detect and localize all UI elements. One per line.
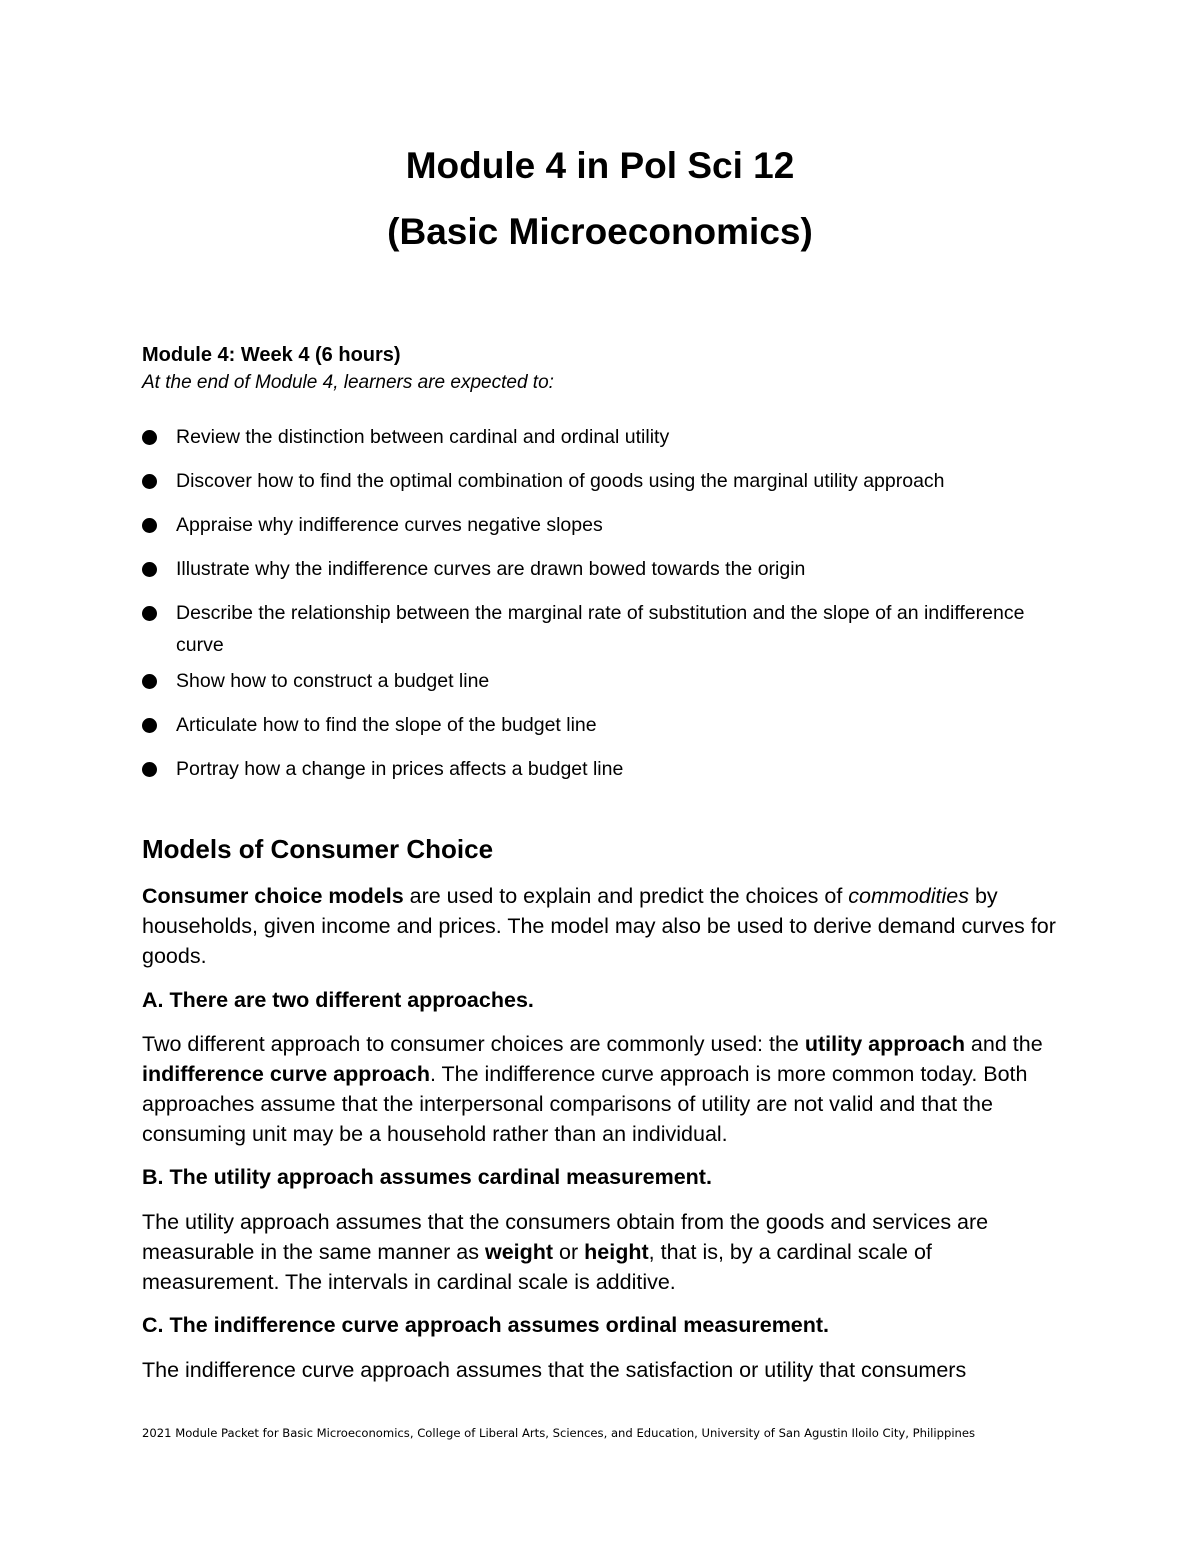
- bold-term: weight: [484, 1240, 554, 1264]
- paragraph-text: The indifference curve approach assumes that the satisfaction or utility that consumers: [142, 1358, 967, 1382]
- bold-term: Consumer choice models: [142, 884, 404, 908]
- learning-objectives-list: [142, 421, 1042, 797]
- paragraph-text: by households, given income and prices. The model may also be used to derive demand curves for goods.: [142, 884, 1056, 968]
- bullet-icon: [142, 718, 157, 733]
- bullet-icon: [142, 606, 157, 621]
- bullet-icon: [142, 518, 157, 533]
- objective-text: Portray how a change in prices affects a budget line: [176, 758, 624, 780]
- approaches-paragraph: [142, 1029, 1062, 1149]
- bullet-icon: [142, 562, 157, 577]
- objective-item: [142, 753, 1042, 785]
- objective-item: [142, 597, 1026, 661]
- page-footer: 2021 Module Packet for Basic Microeconomics, College of Liberal Arts, Sciences, and Education, University of San Agustin Iloilo City, Philippines: [142, 1426, 976, 1440]
- paragraph-text: Two different approach to consumer choices are commonly used: the: [142, 1032, 805, 1056]
- objective-item: [142, 665, 1042, 697]
- bullet-icon: [142, 762, 157, 777]
- subheading-c: C. The indifference curve approach assumes ordinal measurement.: [142, 1313, 830, 1337]
- objective-item: [142, 509, 1042, 541]
- paragraph-text: . The indifference curve approach is more common today. Both approaches assume that the interpersonal comparisons of utility are not valid and that the consuming unit may be a household rather than an individual.: [142, 1062, 1028, 1146]
- paragraph-text: and the: [964, 1032, 1043, 1056]
- objective-text: Discover how to find the optimal combination of goods using the marginal utility approach: [176, 470, 945, 492]
- paragraph-text: are used to explain and predict the choices of: [403, 884, 849, 908]
- learning-objectives-intro: At the end of Module 4, learners are expected to:: [142, 372, 554, 393]
- italic-term: commodities: [848, 884, 969, 908]
- objective-text: Illustrate why the indifference curves are drawn bowed towards the origin: [176, 558, 806, 580]
- page-title: Module 4 in Pol Sci 12: [405, 145, 795, 186]
- objective-text: Show how to construct a budget line: [176, 670, 490, 692]
- objective-text: Appraise why indifference curves negative slopes: [176, 514, 603, 536]
- objective-text: Review the distinction between cardinal and ordinal utility: [176, 426, 670, 448]
- bold-term: indifference curve approach: [142, 1062, 430, 1086]
- bullet-icon: [142, 674, 157, 689]
- objective-text: Articulate how to find the slope of the budget line: [176, 714, 597, 736]
- subheading-a: A. There are two different approaches.: [142, 988, 534, 1012]
- objective-text: Describe the relationship between the marginal rate of substitution and the slope of an indifference curve: [176, 602, 1025, 656]
- bullet-icon: [142, 474, 157, 489]
- paragraph-text: The utility approach assumes that the consumers obtain from the goods and services are measurable in the same manner as: [142, 1210, 989, 1264]
- objective-item: [142, 465, 1042, 497]
- objective-item: [142, 709, 1042, 741]
- paragraph-text: or: [553, 1240, 585, 1264]
- module-week-heading: Module 4: Week 4 (6 hours): [142, 344, 401, 366]
- bold-term: height: [584, 1240, 649, 1264]
- page-subtitle: (Basic Microeconomics): [387, 211, 813, 252]
- consumer-choice-paragraph: [142, 881, 1062, 971]
- objective-item: [142, 553, 1042, 585]
- paragraph-text: , that is, by a cardinal scale of measurement. The intervals in cardinal scale is additive.: [142, 1240, 932, 1294]
- objective-item: [142, 421, 1042, 453]
- section-heading: Models of Consumer Choice: [142, 834, 494, 864]
- utility-approach-paragraph: [142, 1207, 1062, 1297]
- indifference-approach-paragraph: [142, 1355, 1062, 1385]
- subheading-b: B. The utility approach assumes cardinal measurement.: [142, 1165, 712, 1189]
- bullet-icon: [142, 430, 157, 445]
- bold-term: utility approach: [804, 1032, 965, 1056]
